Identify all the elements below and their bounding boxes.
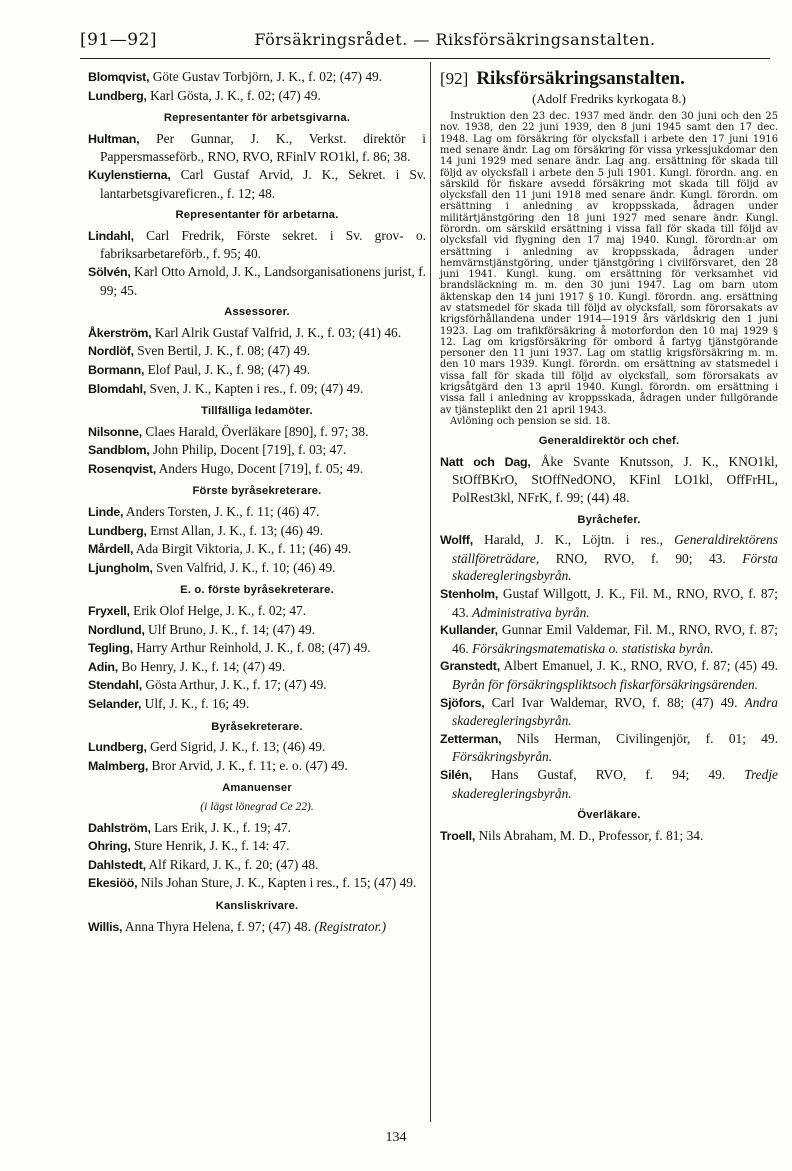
- entry: Nordlund, Ulf Bruno, J. K., f. 14; (47) 49.: [88, 621, 316, 637]
- section-heading: Byråchefer.: [577, 513, 641, 526]
- entry: Adin, Bo Henry, J. K., f. 14; (47) 49.: [88, 658, 286, 674]
- entry: Sandblom, John Philip, Docent [719], f. 03; 47.: [88, 442, 347, 458]
- section-heading: E. o. förste byråsekreterare.: [180, 584, 334, 597]
- left-column: [88, 68, 426, 936]
- address: (Adolf Fredriks kyrkogata 8.): [532, 90, 686, 106]
- page-header: [80, 30, 770, 58]
- entry: Lundberg, Karl Gösta, J. K., f. 02; (47) 49.: [88, 87, 321, 103]
- entry: Linde, Anders Torsten, J. K., f. 11; (46) 47.: [88, 504, 320, 520]
- entry: Ekesiöö, Nils Johan Sture, J. K., Kapten i res., f. 15; (47) 49.: [88, 875, 417, 891]
- right-column: [440, 68, 778, 845]
- section-heading: Assessorer.: [224, 306, 290, 319]
- entry: Hultman, Per Gunnar, J. K., Verkst. direktör i Pappersmasseförb., RNO, RVO, RFinlV RO1kl, f. 86; 38.: [88, 130, 426, 165]
- page-number: 134: [385, 1130, 407, 1145]
- entry: Fryxell, Erik Olof Helge, J. K., f. 02; 47.: [88, 603, 307, 619]
- entry: Silén, Hans Gustaf, RVO, f. 94; 49. Tredje skaderegleringsbyrån.: [440, 766, 778, 801]
- entry: Dahlstedt, Alf Rikard, J. K., f. 20; (47) 48.: [88, 856, 319, 872]
- entry: Kuylenstierna, Carl Gustaf Arvid, J. K., Sekret. i Sv. lantarbetsgivareficren., f. 12; 48.: [88, 166, 426, 201]
- header-rule: [80, 58, 770, 59]
- section-heading: Amanuenser: [222, 782, 292, 795]
- entry: Natt och Dag, Åke Svante Knutsson, J. K., KNO1kl, StOffBKrO, StOffNedONO, KFinl LO1kl, OffFrHL, PolRest3kl, NFrK, f. 99; (44) 48.: [440, 453, 778, 506]
- entry: Bormann, Elof Paul, J. K., f. 98; (47) 49.: [88, 361, 311, 377]
- salary-note: Avlöning och pension se sid. 18.: [450, 415, 611, 427]
- entry: Ljungholm, Sven Valfrid, J. K., f. 10; (46) 49.: [88, 559, 336, 575]
- entry: Nilsonne, Claes Harald, Överläkare [890], f. 97; 38.: [88, 423, 369, 439]
- entry: Sjöfors, Carl Ivar Waldemar, RVO, f. 88; (47) 49. Andra skaderegleringsbyrån.: [440, 694, 778, 729]
- section-title: [92] Riksförsäkringsanstalten.: [440, 68, 685, 89]
- instruction-text: Instruktion den 23 dec. 1937 med ändr. den 30 juni och den 25 nov. 1938, den 22 juni 1939, den 8 juni 1945 samt den 17 dec. 1948. Lag om försäkring för olycksfall i arbete den 17 juni 1916 med senare ändr. Lag om försäkring för vissa yrkessjukdomar den 14 juni 1929 med senare ändr. Lag ang. ersättning för skada till följd av olycksfall i arbete den 5 juli 1901. Kungl. förordn. ang. en särskild för fiskare avsedd försäkring mot skada till följd av olycksfall den 11 juni 1918 med senare ändr. Kungl. förordn. om ersättning i anledning av kroppsskada, ådragen under militärtjänstgöring den 18 juni 1927 med senare ändr. Kungl. förordn. om särskild ersättning i vissa fall för skada till följd av olycksfall vid flygning den 17 maj 1940. Kungl. förordn:ar om ersättning i anledning av kroppsskada, ådragen under hemvärnstjänstgöring, under tjänstgöring i civilförsvaret, den 28 juni 1941. Kungl. kung. om ersättning för verksamhet vid brandsläckning m. m. den 30 juni 1947. Lag om barn utom äktenskap den 14 juni 1917 § 10. Kungl. förordn. ang. ersättning av statsmedel för skada till följd av olycksfall, som förorsakats av krigsförhållandena under 1914—1919 års världskrig den 1 juni 1923. Lag om trafikförsäkring å motorfordon den 10 maj 1929 § 12. Lag om krigsförsäkring för ombord å fartyg tjänstgörande personer den 11 juni 1937. Lag om statlig krigsförsäkring m. m. den 10 mars 1939. Kungl. förordn. om ersättning av statsmedel i vissa fall för skada till följd av olycksfall, som förorsakats av krigsåtgärd den 13 april 1940. Kungl. förordn. om ersättning i vissa fall i anledning av kroppsskada, ådragen under fullgörande av tjänsteplikt den 21 april 1943.: [440, 111, 778, 416]
- section-note: (i lägst lönegrad Ce 22).: [200, 800, 314, 813]
- entry: Åkerström, Karl Alrik Gustaf Valfrid, J. K., f. 03; (41) 46.: [88, 324, 402, 340]
- section-heading: Representanter för arbetarna.: [175, 209, 339, 222]
- entry: Rosenqvist, Anders Hugo, Docent [719], f. 05; 49.: [88, 460, 364, 476]
- section-heading: Generaldirektör och chef.: [538, 435, 680, 448]
- entry: Troell, Nils Abraham, M. D., Professor, f. 81; 34.: [440, 827, 704, 843]
- entry: Mårdell, Ada Birgit Viktoria, J. K., f. 11; (46) 49.: [88, 541, 352, 557]
- entry: Dahlström, Lars Erik, J. K., f. 19; 47.: [88, 819, 291, 835]
- entry: Willis, Anna Thyra Helena, f. 97; (47) 48. (Registrator.): [88, 918, 387, 934]
- entry: Zetterman, Nils Herman, Civilingenjör, f. 01; 49. Försäkringsbyrån.: [440, 730, 778, 765]
- section-heading: Representanter för arbetsgivarna.: [163, 112, 351, 125]
- entry: Malmberg, Bror Arvid, J. K., f. 11; e. o. (47) 49.: [88, 757, 348, 773]
- entry: Blomdahl, Sven, J. K., Kapten i res., f. 09; (47) 49.: [88, 380, 364, 396]
- entry: Blomqvist, Göte Gustav Torbjörn, J. K., f. 02; (47) 49.: [88, 69, 383, 84]
- entry: Kullander, Gunnar Emil Valdemar, Fil. M., RNO, RVO, f. 87; 46. Försäkringsmatematiska o. statistiska byrån.: [440, 622, 778, 656]
- entry: Granstedt, Albert Emanuel, J. K., RNO, RVO, f. 87; (45) 49. Byrån för försäkringspliktsoch fiskarförsäkringsärenden.: [440, 658, 778, 692]
- section-heading: Tillfälliga ledamöter.: [201, 405, 313, 418]
- entry: Stendahl, Gösta Arthur, J. K., f. 17; (47) 49.: [88, 677, 327, 693]
- entry: Selander, Ulf, J. K., f. 16; 49.: [88, 696, 250, 711]
- entry: Tegling, Harry Arthur Reinhold, J. K., f. 08; (47) 49.: [88, 640, 371, 656]
- entry: Ohring, Sture Henrik, J. K., f. 14: 47.: [88, 838, 290, 854]
- entry: Stenholm, Gustaf Willgott, J. K., Fil. M., RNO, RVO, f. 87; 43. Administrativa byrån.: [440, 586, 778, 620]
- entry: Sölvén, Karl Otto Arnold, J. K., Landsorganisationens jurist, f. 99; 45.: [88, 263, 426, 298]
- entry: Lindahl, Carl Fredrik, Förste sekret. i Sv. grov- o. fabriksarbetareförb., f. 95; 40.: [88, 227, 426, 262]
- column-rule: [430, 62, 431, 1122]
- entry: Lundberg, Ernst Allan, J. K., f. 13; (46) 49.: [88, 522, 324, 538]
- section-heading: Överläkare.: [577, 809, 641, 822]
- page-range: [91—92]: [80, 30, 158, 50]
- entry: Lundberg, Gerd Sigrid, J. K., f. 13; (46) 49.: [88, 739, 326, 755]
- entry: Wolff, Harald, J. K., Löjtn. i res., Generaldirektörens ställföreträdare, RNO, RVO, f. 90; 43. Första skaderegleringsbyrån.: [440, 532, 778, 584]
- section-heading: Kansliskrivare.: [215, 899, 299, 912]
- running-title: Försäkringsrådet. — Riksförsäkringsanstalten.: [254, 30, 656, 49]
- section-heading: Byråsekreterare.: [211, 720, 303, 733]
- section-heading: Förste byråsekreterare.: [192, 485, 322, 498]
- entry: Nordlöf, Sven Bertil, J. K., f. 08; (47) 49.: [88, 343, 311, 359]
